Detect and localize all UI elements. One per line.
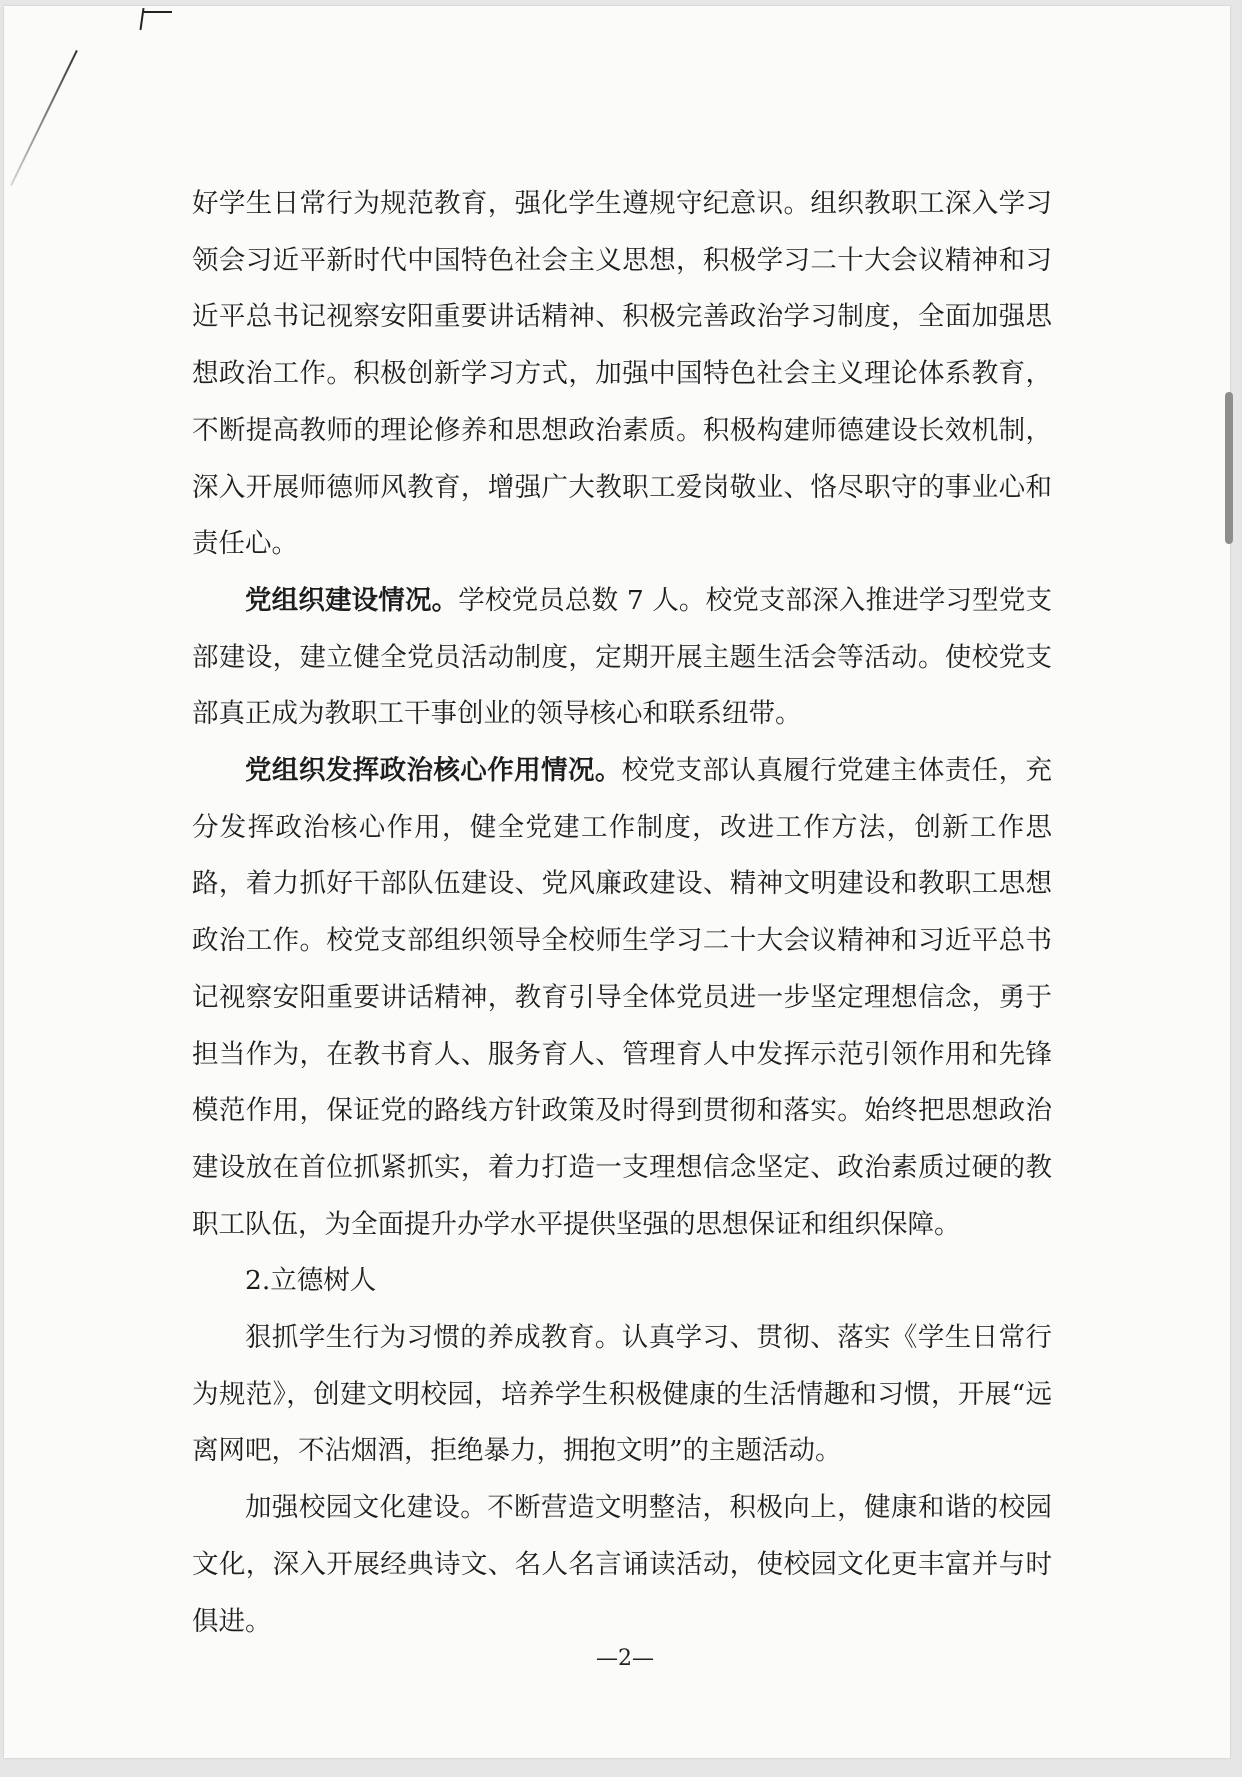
scan-mark [144, 11, 172, 13]
paragraph-campus-culture: 加强校园文化建设。不断营造文明整洁，积极向上，健康和谐的校园文化，深入开展经典诗文、名人名言诵读活动，使校园文化更丰富并与时俱进。 [192, 1492, 1052, 1637]
paragraph-behavior-education: 狠抓学生行为习惯的养成教育。认真学习、贯彻、落实《学生日常行为规范》，创建文明校园，培养学生积极健康的生活情趣和习惯，开展“远离网吧，不沾烟酒，拒绝暴力，拥抱文明”的主题活动。 [192, 1322, 1052, 1467]
paragraph-body: 校党支部认真履行党建主体责任，充分发挥政治核心作用，健全党建工作制度，改进工作方法，创新工作思路，着力抓好干部队伍建设、党风廉政建设、精神文明建设和教职工思想政治工作。校党支部组织领导全校师生学习二十大会议精神和习近平总书记视察安阳重要讲话精神，教育引导全体党员进一步坚定理想信念，勇于担当作为，在教书育人、服务育人、管理育人中发挥示范引领作用和先锋模范作用，保证党的路线方针政策及时得到贯彻和落实。始终把思想政治建设放在首位抓紧抓实，着力打造一支理想信念坚定、政治素质过硬的教职工队伍，为全面提升办学水平提供坚强的思想保证和组织保障。 [192, 755, 1053, 1240]
paragraph-party-core-role [192, 743, 1052, 1253]
page-number: —2— [596, 1646, 654, 1671]
paragraph-body: 学校党员总数 7 人。校党支部深入推进学习型党支部建设，建立健全党员活动制度，定期开展主题生活会等活动。使校党支部真正成为教职工干事创业的领导核心和联系纽带。 [192, 584, 1052, 730]
document-body [192, 176, 1052, 1650]
paragraph-party-organization [192, 573, 1052, 743]
scan-mark [10, 50, 78, 186]
paragraph-continued: 好学生日常行为规范教育，强化学生遵规守纪意识。组织教职工深入学习领会习近平新时代中国特色社会主义思想，积极学习二十大会议精神和习近平总书记视察安阳重要讲话精神、积极完善政治学习制度，全面加强思想政治工作。积极创新学习方式，加强中国特色社会主义理论体系教育，不断提高教师的理论修养和思想政治素质。积极构建师德建设长效机制，深入开展师德师风教育，增强广大教职工爱岗敬业、恪尽职守的事业心和责任心。 [192, 188, 1052, 560]
paragraph-heading: 党组织发挥政治核心作用情况。 [245, 755, 622, 787]
vertical-scrollbar[interactable] [1225, 392, 1233, 544]
section-title: 2.立德树人 [245, 1265, 377, 1297]
document-page [4, 6, 1230, 1758]
paragraph-heading: 党组织建设情况。 [245, 584, 459, 616]
